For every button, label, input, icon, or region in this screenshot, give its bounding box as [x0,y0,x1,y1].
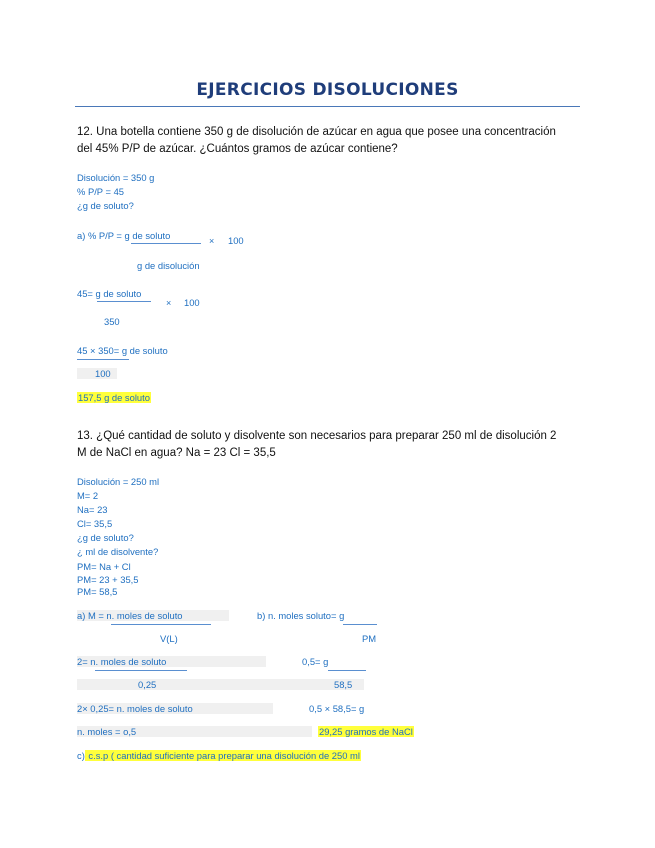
q12-formula-denominator: g de disolución [137,260,200,271]
q13-step3-right: 0,5 × 58,5= g [309,703,365,714]
q13-pm-values: PM= 23 + 35,5 [77,574,139,585]
q13-step2-left-bar [95,670,187,671]
q12-step3-bar [77,359,129,360]
q12-step2-numerator: 45= g de soluto [77,288,142,299]
q12-hundred: 100 [228,235,244,246]
q13-data-question-soluto: ¿g de soluto? [77,532,134,543]
q13-b-moles-formula: b) n. moles soluto= g [257,610,345,621]
title-underline [75,106,580,107]
q13-pm-result: PM= 58,5 [77,586,118,597]
q12-formula-numerator: a) % P/P = g de soluto [77,230,171,241]
q12-result: 157,5 g de soluto [78,392,150,403]
q13-a-denominator: V(L) [160,633,178,644]
q13-a-bar [111,624,211,625]
q13-step2-right-bar [328,670,366,671]
q12-times-sign: × [209,236,215,246]
q12-data-disolucion: Disolución = 350 g [77,172,155,183]
q13-b-denominator: PM [362,633,377,644]
q13-b-bar [343,624,377,625]
q13-text-line1: 13. ¿Qué cantidad de soluto y disolvente son necesarios para preparar 250 ml de disolución 2 [77,430,557,442]
q13-pm-formula: PM= Na + Cl [77,561,131,572]
q13-data-cl: Cl= 35,5 [77,518,113,529]
q13-step2-left-denominator: 0,25 [77,679,332,690]
q13-c-text: c.s.p ( cantidad suficiente para preparar una disolución de 250 ml [85,750,360,761]
q12-step2-bar [97,301,151,302]
q13-step3-left: 2× 0,25= n. moles de soluto [77,703,273,714]
q12-text-line2: del 45% P/P de azúcar. ¿Cuántos gramos de azúcar contiene? [77,143,398,155]
q13-c-prefix: c) [77,750,85,761]
q12-data-question: ¿g de soluto? [77,200,134,211]
q12-step2-hundred: 100 [184,297,200,308]
q12-step3-numerator: 45 × 350= g de soluto [77,345,168,356]
q13-data-molarity: M= 2 [77,490,99,501]
q13-c-line [77,750,361,761]
page-title: EJERCICIOS DISOLUCIONES [196,80,459,100]
q13-data-na: Na= 23 [77,504,108,515]
q13-moles-result: n. moles = o,5 [77,726,312,737]
q13-data-question-disolvente: ¿ ml de disolvente? [77,546,159,557]
q13-step2-right: 0,5= g [302,656,329,667]
q12-data-pp: % P/P = 45 [77,186,124,197]
q12-step2-times: × [166,298,172,308]
q13-grams-result: 29,25 gramos de NaCl [319,726,413,737]
q12-step3-denominator: 100 [77,368,117,379]
q13-a-molarity-formula: a) M = n. moles de soluto [77,610,229,621]
q12-text-line1: 12. Una botella contiene 350 g de disolución de azúcar en agua que posee una concentración [77,126,556,138]
q12-step2-denominator: 350 [104,316,120,327]
q13-data-disolucion: Disolución = 250 ml [77,476,160,487]
q13-text-line2: M de NaCl en agua? Na = 23 Cl = 35,5 [77,447,276,459]
q13-step2-left: 2= n. moles de soluto [77,656,266,667]
q13-step2-right-denominator: 58,5 [330,679,364,690]
q12-fraction-bar [131,243,201,244]
